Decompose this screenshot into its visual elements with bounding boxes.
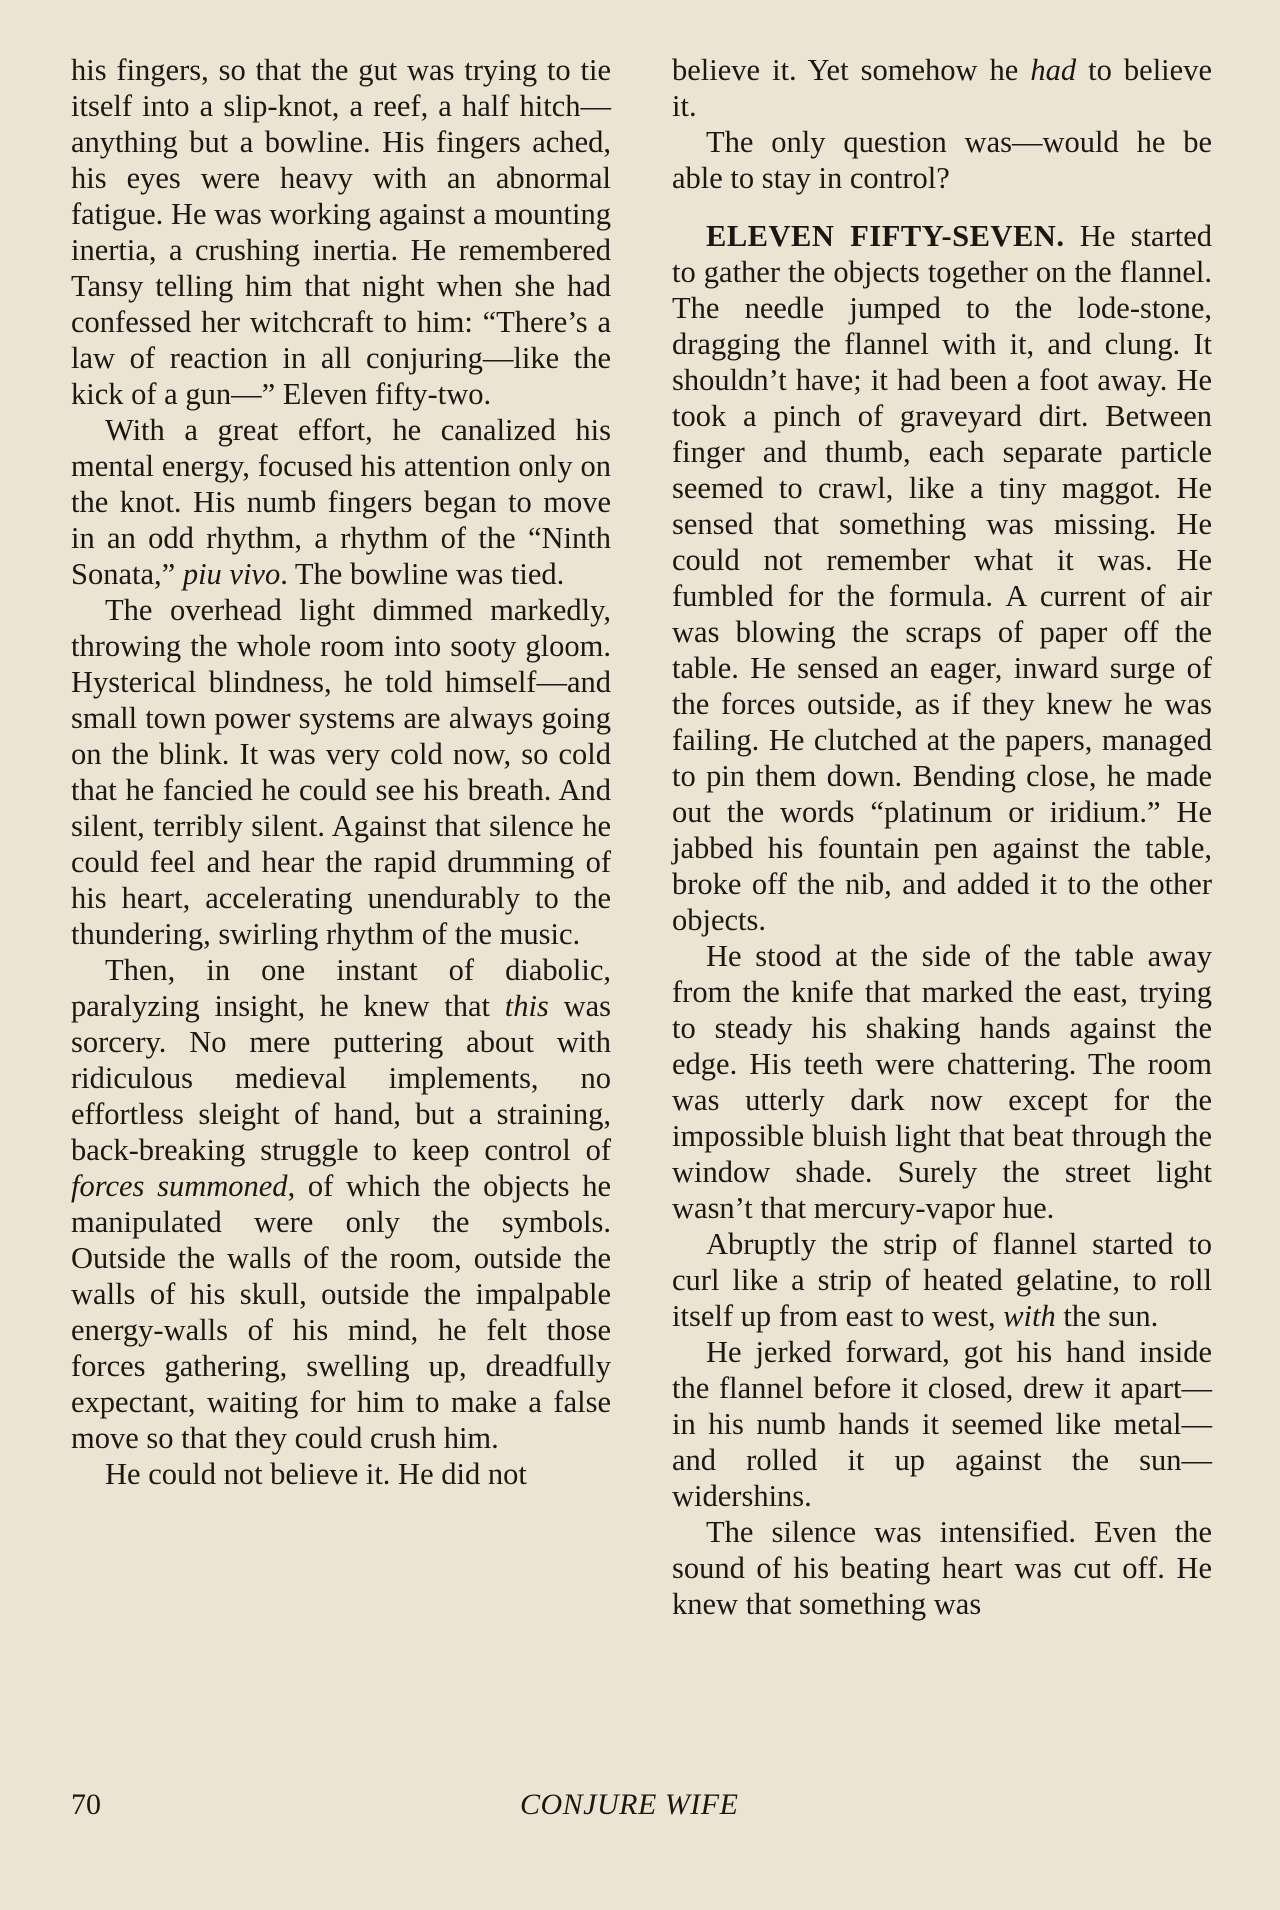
right-paragraph-5-italic: with [1003, 1299, 1056, 1333]
right-paragraph-7: The silence was intensified. Even the sound of his beating heart was cut off. He knew that something was [672, 1515, 1212, 1621]
section-time-heading: ELEVEN FIFTY-SEVEN. [706, 219, 1065, 253]
left-column [71, 52, 611, 1492]
left-paragraph-4-italic-1: this [504, 989, 549, 1023]
left-paragraph-1: his fingers, so that the gut was trying to tie itself into a slip-knot, a reef, a half hitch—anything but a bowline. His fingers ached, his eyes were heavy with an abnormal fatigue. He was working against a mounting inertia, a crushing inertia. He remembered Tansy telling him that night when she had confessed her witchcraft to him: “There’s a law of reaction in all conjuring—like the kick of a gun—” Eleven fifty-two. [71, 53, 611, 411]
left-paragraph-5: He could not believe it. He did not [105, 1457, 527, 1491]
running-title: CONJURE WIFE [520, 1788, 739, 1821]
left-paragraph-4-italic-2: forces summoned [71, 1169, 288, 1203]
left-paragraph-2-text-b: . The bowline was tied. [280, 557, 565, 591]
left-paragraph-3: The overhead light dimmed markedly, throwing the whole room into sooty gloom. Hysterical blindness, he told himself—and small town power systems are always going on the blink. It was very cold now, so cold that he fancied he could see his breath. And silent, terribly silent. Against that silence he could feel and hear the rapid drumming of his heart, accelerating unendurably to the thundering, swirling rhythm of the music. [71, 593, 611, 951]
left-paragraph-4-text-b: was sorcery. No mere puttering about with ridiculous medieval implements, no effortless sleight of hand, but a straining, back-breaking struggle to keep control of [71, 989, 611, 1167]
right-paragraph-5-text-a: Abruptly the strip of flannel started to curl like a strip of heated gelatine, to roll itself up from east to west, [672, 1227, 1212, 1333]
page-footer [0, 1788, 1280, 1832]
left-paragraph-2 [71, 412, 611, 592]
left-paragraph-4-text-a: Then, in one instant of diabolic, paralyzing insight, he knew that [71, 953, 611, 1023]
right-column [672, 52, 1212, 1622]
right-paragraph-2: The only question was—would he be able to stay in control? [672, 125, 1212, 195]
right-paragraph-1-text-b: to believe it. [672, 53, 1212, 123]
right-paragraph-3 [672, 218, 1212, 938]
right-paragraph-1-italic: had [1030, 53, 1077, 87]
left-paragraph-2-italic: piu vivo [182, 557, 281, 591]
page-number: 70 [71, 1788, 101, 1821]
left-paragraph-4 [71, 952, 611, 1456]
right-paragraph-5-text-b: the sun. [1055, 1299, 1159, 1333]
right-paragraph-6: He jerked forward, got his hand inside the flannel before it closed, drew it apart—in his numb hands it seemed like metal—and rolled it up against the sun—widershins. [672, 1335, 1212, 1513]
right-paragraph-1 [672, 52, 1212, 124]
right-paragraph-5 [672, 1226, 1212, 1334]
right-paragraph-1-text-a: believe it. Yet somehow he [672, 53, 1031, 87]
right-paragraph-3-text: He started to gather the objects together on the flannel. The needle jumped to the lode-stone, dragging the flannel with it, and clung. It shouldn’t have; it had been a foot away. He took a pinch of graveyard dirt. Between finger and thumb, each separate particle seemed to crawl, like a tiny maggot. He sensed that something was missing. He could not remember what it was. He fumbled for the formula. A current of air was blowing the scraps of paper off the table. He sensed an eager, inward surge of the forces outside, as if they knew he was failing. He clutched at the papers, managed to pin them down. Bending close, he made out the words “platinum or iridium.” He jabbed his fountain pen against the table, broke off the nib, and added it to the other objects. [672, 219, 1212, 937]
left-paragraph-2-text-a: With a great effort, he canalized his mental energy, focused his attention only on the knot. His numb fingers began to move in an odd rhythm, a rhythm of the “Ninth Sonata,” [71, 413, 611, 591]
left-paragraph-4-text-c: , of which the objects he manipulated were only the symbols. Outside the walls of the room, outside the walls of his skull, outside the impalpable energy-walls of his mind, he felt those forces gathering, swelling up, dreadfully expectant, waiting for him to make a false move so that they could crush him. [71, 1169, 611, 1455]
right-paragraph-4: He stood at the side of the table away from the knife that marked the east, trying to steady his shaking hands against the edge. His teeth were chattering. The room was utterly dark now except for the impossible bluish light that beat through the window shade. Surely the street light wasn’t that mercury-vapor hue. [672, 939, 1212, 1225]
